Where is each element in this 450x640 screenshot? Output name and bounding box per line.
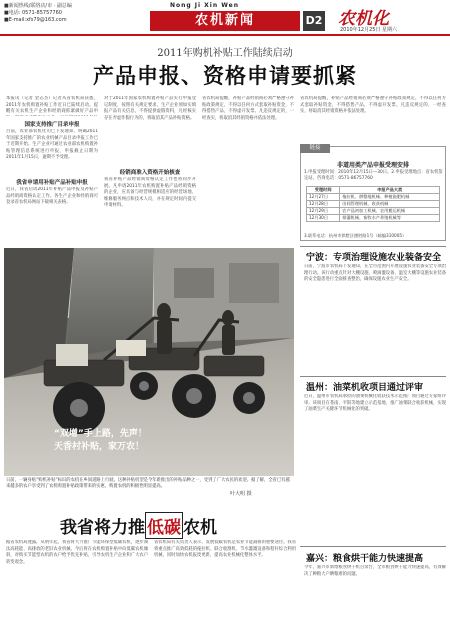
hotline-line: ■电话: 0571-85757760	[4, 10, 62, 16]
story-paragraph: 省农机局提醒，补贴产品经销商必须严格遵守补贴政策规定，不得以任何方式套取补贴资金，不得搭售产品，不得虚开发票。凡违反规定的，一经查实，将取消其经销资格并依法处理。	[300, 96, 446, 115]
schedule-row	[307, 215, 440, 222]
column-divider	[300, 246, 446, 247]
hotline-line: ■E-mail:xfs79@163.com	[4, 17, 67, 23]
schedule-category: 拖拉机、耕整地机械、种植施肥机械	[340, 194, 440, 201]
schedule-table	[306, 186, 440, 222]
column-divider	[300, 546, 446, 547]
story-lead: 本报讯（记者 金志杰）记者从省农机局获悉，2011年农机购置补贴工作近日已陆续启动。提醒有关农机生产企业和经销商抓紧做好产品申	[6, 96, 98, 115]
story-paragraph: 省农机局有关负责人表示，发展低碳农机是农业节能减排的重要途径。我省将重点推广高效低耗的拖拉机、联合收割机、节水灌溉设备和秸秆综合利用机械，同时加快农机报废更新，提高农业机械化整体水平。	[154, 540, 296, 559]
schedule-date: 12月29日	[307, 208, 340, 215]
section-pinyin: Nong Ji Xin Wen	[170, 2, 239, 9]
story-paragraph: 近日，我省启动2011年补贴产品申报及补贴产品经销商资格认定工作。各生产企业和经销商可登录省农机局网站下载相关表格。	[6, 187, 98, 206]
schedule-date: 12月28日	[307, 201, 340, 208]
story-paragraph: 近日，温州市农机局承担的油菜机械化收获技术示范推广项目通过专家组评审。该项目在苍南、平阳等地建立示范基地，推广油菜联合收获机械，实现了油菜生产关键环节机械化的突破。	[304, 394, 446, 413]
section-title: 农机新闻	[150, 11, 300, 31]
info-box-note: 1.申报受理时间：2010年12月15日—30日。2.申报受理地点：省农机鉴定站。咨询电话：0571-86757760	[304, 170, 443, 181]
masthead-hotline	[4, 3, 72, 24]
column-divider	[300, 376, 446, 377]
masthead-rule	[0, 34, 450, 36]
info-box-footer: 3.联系电话：杭州市拱墅区德胜路1号（邮编310005）	[304, 233, 407, 238]
headline-part: 农机	[183, 518, 217, 538]
schedule-category: 田间管理机械、收获机械	[340, 201, 440, 208]
story-headline: 产品申报、资格申请要抓紧	[93, 64, 357, 88]
headline-boxed-word: 低碳	[145, 512, 183, 539]
info-box-title: 非道用类产品申报受理安排	[336, 162, 409, 169]
schedule-category: 排灌机械、畜牧水产养殖机械等	[340, 215, 440, 222]
photo-banner-text: “双增”手上路，先声！	[54, 429, 147, 439]
story-subhead: 经销商准入资格开始核查	[119, 170, 181, 175]
issue-date: 2010年12月25日 星期六	[340, 27, 398, 33]
story-paragraph: 日前，宁波市农机局下发通知，在全市范围内开展设施农业装备安全专项治理行动。该行动重点针对大棚设施、喷滴灌设备、温室大棚等设施农业装备的安全隐患进行全面排查整治，确保设施农业生产安全。	[304, 264, 446, 283]
story-paragraph: 今年，嘉兴市新增粮食烘干机百余台，全市粮食烘干能力快速提高，有效解决了种粮大户晒粮难的问题。	[304, 565, 446, 577]
story-headline	[60, 512, 217, 539]
story-headline: 温州：油菜机收项目通过评审	[306, 383, 424, 393]
schedule-row	[307, 208, 440, 215]
story-subhead: 国家支持推广目录申报	[24, 122, 80, 127]
story-headline: 嘉兴：粮食烘干能力快速提高	[306, 554, 424, 564]
story-kicker: 2011年购机补贴工作陆续启动	[157, 48, 293, 59]
story-headline: 宁波：专项治理设施农业装备安全	[306, 253, 442, 263]
schedule-header-row	[307, 187, 440, 194]
story-paragraph: 我省补贴产品经销商资格认定工作也将同步开展。凡申请2011年农机购置补贴产品经销资格的企业，应具备与经营规模相适应的经营场地、维修服务网点和技术人员，并在规定时间内提交申请材料。	[104, 177, 196, 209]
story-paragraph: 省农机局提醒，补贴产品经销商必须严格遵守补贴政策规定，不得以任何方式套取补贴资金，不得搭售产品，不得虚开发票。凡违反规定的，一经查实，将取消其经销资格并依法处理。	[202, 96, 294, 121]
brand-logo: 农机化	[338, 9, 389, 29]
schedule-row	[307, 201, 440, 208]
photo-credit: 叶大明 摄	[230, 491, 252, 497]
story-paragraph: 目前，农业部农机化司已下发通知，明确2011年国家支持推广的农业机械产品目录申报工作已于近期开始。生产企业可通过农业部农机购置补贴管理信息系统进行申报，申报截止日期为2011年1月15日，逾期不予受理。	[6, 129, 98, 161]
story-paragraph: 据省农机局透露，从明年起，我省将大力推广节能环保型低碳农机，逐步淘汰高耗能、高排放的老旧农业机械。今后将在农机购置补贴中向低碳农机倾斜，对购买节能型农机的农户给予优先补贴，引导农机生产企业和广大农户转变观念。	[6, 540, 148, 565]
story-subhead: 我省申请用补贴产品补贴申报	[16, 180, 88, 185]
news-photo	[4, 248, 294, 476]
photo-caption: 日前，一辆身贴“购机补贴”标识的农机在乡间道路上行驶。这种补贴机型是今年新推出的补贴品种之一，受到了广大农民的欢迎。据了解，全省已有越来越多的农户享受到了农机购置补贴政策带来的实惠，购置农机的积极性明显提高。	[6, 478, 290, 490]
photo-banner-text: 天香村补贴，家万农！	[54, 442, 145, 452]
tractor-photo-image	[4, 248, 294, 476]
schedule-date: 12月30日	[307, 215, 340, 222]
link-tag: 链接	[300, 144, 330, 153]
schedule-category: 农产品初加工机械、农用搬运机械	[340, 208, 440, 215]
page-number: D2	[303, 11, 325, 31]
hotline-line: ■新闻热线/联络店/市 · 副总编	[4, 3, 72, 9]
schedule-header: 申报产品大类	[340, 187, 440, 194]
schedule-header: 受理时间	[307, 187, 340, 194]
schedule-row	[307, 194, 440, 201]
headline-part: 我省将力推	[60, 518, 145, 538]
schedule-date: 12月27日	[307, 194, 340, 201]
story-paragraph: 对于2011年国家农机购置补贴产品实行申报登记制度，按照有关规定要求，生产企业须如实填报产品有关信息，不得提供虚假资料，凡经核实存在弄虚作假行为的，将取消其产品补贴资格。	[104, 96, 196, 121]
